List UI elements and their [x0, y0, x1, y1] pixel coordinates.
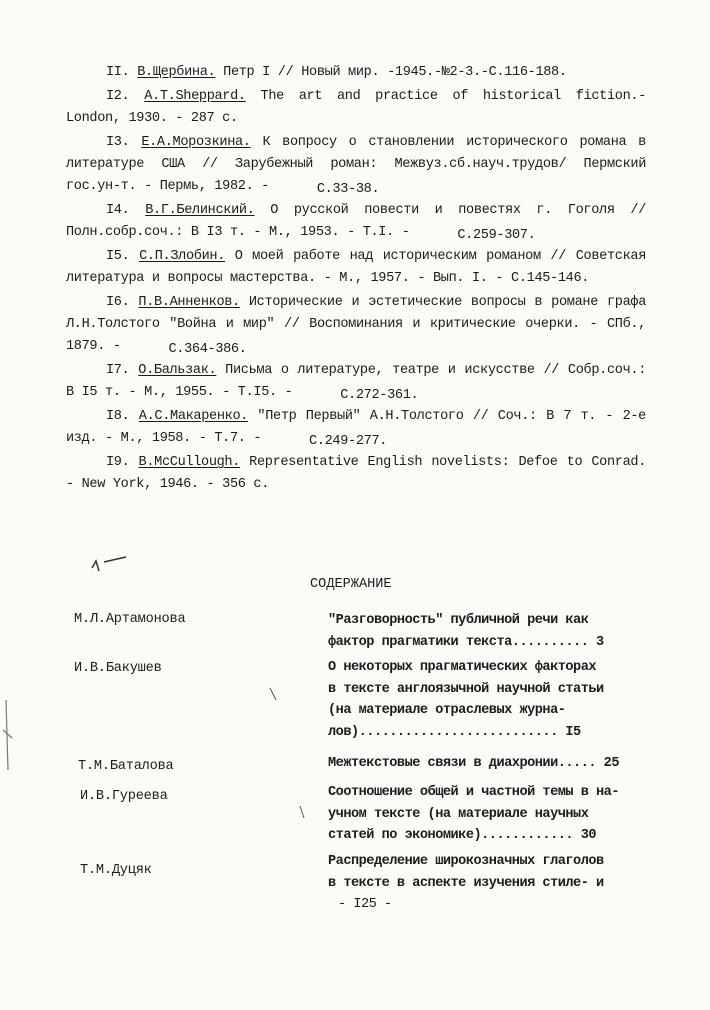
reference-pages: С.364-386.	[168, 342, 247, 357]
reference-author: С.П.Злобин.	[139, 249, 226, 264]
toc-line: Соотношение общей и частной темы в на-	[328, 785, 619, 800]
reference-text: Исторические и эстетические вопросы в романе графа Л.Н.Толстого "Война и мир" // Воспоминания и критические очерки. - СПб., 1879. -	[66, 295, 647, 354]
reference-text: "Петр Первый" А.Н.Толстого // Соч.: В 7 т. - 2-е изд. - М., 1958. - Т.7. -	[66, 409, 646, 446]
reference-item	[66, 360, 646, 404]
toc-line: лов).......................... I5	[328, 724, 581, 740]
page-number: - I25 -	[338, 897, 392, 912]
reference-number: I8.	[106, 409, 130, 424]
ink-smudge	[92, 557, 126, 571]
reference-item	[66, 292, 646, 358]
reference-number: I2.	[106, 89, 130, 104]
reference-pages: С.272-361.	[340, 388, 419, 403]
reference-author: О.Бальзак.	[138, 363, 217, 378]
toc-description	[328, 610, 658, 653]
toc-author: И.В.Бакушев	[74, 661, 162, 676]
reference-text: О русской повести и повестях г. Гоголя // Полн.собр.соч.: В I3 т. - М., 1953. - Т.I. -	[66, 203, 647, 240]
reference-number: I7.	[106, 363, 130, 378]
toc-author: И.В.Гуреева	[80, 789, 168, 804]
toc-line: Межтекстовые связи в диахронии..... 25	[328, 756, 619, 771]
reference-number: I5.	[106, 249, 130, 264]
reference-pages: С.33-38.	[316, 182, 380, 197]
reference-pages: С.249-277.	[309, 434, 388, 449]
toc-line: учном тексте (на материале научных	[328, 806, 589, 822]
toc-description	[328, 753, 658, 775]
reference-item	[66, 132, 646, 198]
toc-line: "Разговорность" публичной речи как	[328, 613, 589, 628]
reference-author: В.Г.Белинский.	[145, 203, 255, 218]
toc-author: М.Л.Артамонова	[74, 612, 186, 627]
toc-line: статей по экономике)............ 30	[328, 828, 597, 843]
reference-text: Representative English novelists: Defoe to Conrad. - New York, 1946. - 356 c.	[66, 455, 647, 492]
toc-author: Т.М.Баталова	[78, 759, 174, 774]
toc-line: в тексте в аспекте изучения стиле- и	[328, 875, 604, 891]
toc-description	[328, 782, 658, 847]
toc-line: Распределение широкозначных глаголов	[328, 854, 604, 869]
reference-list	[66, 62, 646, 498]
reference-text: Петр I // Новый мир. -1945.-№2-3.-С.116-188.	[215, 65, 567, 80]
reference-number: II.	[106, 65, 130, 80]
reference-author: A.T.Sheppard.	[144, 89, 246, 104]
reference-item	[66, 86, 646, 130]
ink-smudge	[270, 688, 304, 818]
reference-item	[66, 62, 646, 84]
ink-smudge	[3, 700, 12, 770]
reference-author: В.Щербина.	[137, 65, 216, 80]
reference-item	[66, 200, 646, 244]
reference-text: К вопросу о становлении исторического романа в литературе США // Зарубежный роман: Межвуз.сб.науч.трудов/ Пермский гос.ун-т. - Пермь, 1982. -	[66, 135, 646, 194]
toc-line: фактор прагматики текста.......... 3	[328, 634, 604, 650]
reference-text: Письма о литературе, театре и искусстве // Собр.соч.: В I5 т. - М., 1955. - Т.I5. -	[66, 363, 646, 400]
reference-text: The art and practice of historical fiction.- London, 1930. - 287 c.	[66, 89, 646, 126]
reference-number: I4.	[106, 203, 130, 218]
toc-line: в тексте англоязычной научной статьи	[328, 681, 604, 697]
reference-item	[66, 246, 646, 290]
reference-item	[66, 452, 646, 496]
reference-author: B.McCullough.	[138, 455, 241, 470]
reference-author: А.С.Макаренко.	[138, 409, 249, 424]
toc-title: СОДЕРЖАНИЕ	[310, 577, 392, 592]
reference-item	[66, 406, 646, 450]
reference-pages: С.259-307.	[457, 228, 536, 243]
toc-line: О некоторых прагматических факторах	[328, 660, 597, 675]
reference-number: I3.	[106, 135, 130, 150]
toc-description	[328, 657, 658, 743]
reference-number: I6.	[106, 295, 130, 310]
reference-author: Е.А.Морозкина.	[141, 135, 251, 150]
reference-text: О моей работе над историческим романом // Советская литература и вопросы мастерства. - М., 1957. - Вып. I. - С.145-146.	[66, 249, 646, 286]
toc-description	[328, 851, 658, 916]
toc-line: (на материале отраслевых журна-	[328, 703, 566, 718]
reference-number: I9.	[106, 455, 130, 470]
reference-author: П.В.Анненков.	[138, 295, 240, 310]
toc-author: Т.М.Дуцяк	[80, 863, 152, 878]
